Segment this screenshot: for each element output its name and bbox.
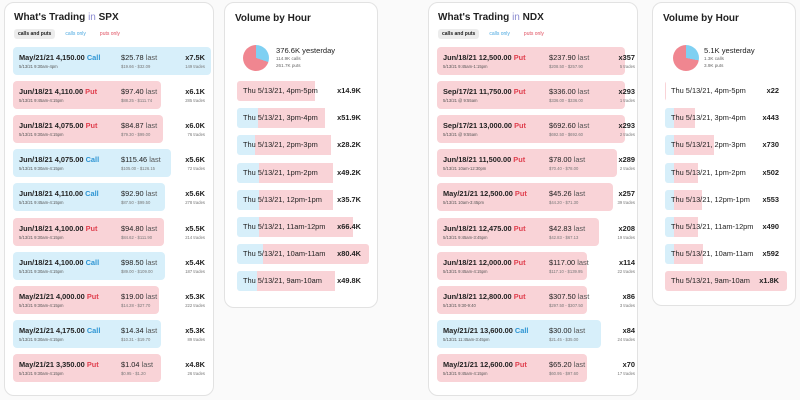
panel-title: What's Trading in SPX	[14, 12, 119, 23]
contract-name	[19, 189, 99, 198]
last-price	[121, 53, 157, 62]
contract-type: Put	[513, 223, 526, 233]
price-range: $88.25 - $111.74	[121, 98, 153, 104]
trade-time-window: 5/13/21 9:45am-4:15pm	[443, 370, 488, 376]
last-price-value: $1.04	[121, 359, 140, 369]
filter-calls-only[interactable]: calls only	[489, 31, 510, 37]
trade-size: x86	[622, 291, 635, 301]
last-price-value: $98.50	[121, 257, 144, 267]
trade-size: x5.5K	[185, 223, 205, 233]
contract-expiry-strike: Jun/18/21 12,800.00	[443, 291, 512, 301]
filter-calls-only[interactable]: calls only	[65, 31, 86, 37]
price-range: $208.50 - $257.90	[549, 64, 583, 69]
contract-name	[443, 292, 526, 301]
volume-puts: 3.9K puts	[704, 63, 724, 68]
trade-time-window: 5/13/21 9:30-9:40	[443, 302, 476, 308]
hour-volume: x1.8K	[759, 276, 779, 286]
last-price	[549, 87, 589, 96]
contract-name	[443, 155, 525, 164]
trade-row[interactable]	[13, 320, 205, 348]
contract-expiry-strike: May/21/21 4,175.00	[19, 325, 85, 335]
contract-type: Put	[513, 257, 526, 267]
contract-type: Put	[86, 291, 99, 301]
last-price-value: $42.83	[549, 223, 572, 233]
hour-volume: x443	[762, 113, 779, 123]
last-price-word: last	[577, 87, 590, 97]
hour-label: Thu 5/13/21, 9am-10am	[671, 276, 750, 286]
hour-label: Thu 5/13/21, 2pm-3pm	[671, 140, 746, 150]
trade-size: x5.3K	[185, 291, 205, 301]
last-price-value: $117.00	[549, 257, 576, 267]
contract-name	[19, 258, 99, 267]
last-price-value: $78.00	[549, 155, 572, 165]
filter-puts-only[interactable]: puts only	[99, 31, 120, 37]
volume-hour-row[interactable]	[237, 217, 369, 237]
last-price-value: $115.46	[121, 155, 148, 165]
price-range: $297.50 - $307.50	[549, 302, 583, 308]
trade-row[interactable]	[437, 218, 635, 246]
contract-name	[19, 360, 99, 369]
trade-size: x6.0K	[185, 121, 205, 131]
volume-hour-row[interactable]	[237, 244, 369, 264]
contract-name	[19, 53, 100, 62]
trade-row[interactable]	[437, 252, 635, 280]
volume-hour-row[interactable]	[665, 81, 787, 101]
contract-name	[19, 224, 97, 233]
trade-row[interactable]	[437, 286, 635, 314]
trade-size: x6.1K	[185, 87, 205, 97]
last-price	[549, 53, 589, 62]
hour-label: Thu 5/13/21, 4pm-5pm	[671, 86, 746, 95]
trade-count: 1 trades	[619, 98, 635, 104]
whats-trading-panel-ndx	[428, 2, 638, 396]
last-price-value: $94.80	[121, 223, 144, 233]
last-price	[121, 87, 157, 96]
hour-volume: x553	[762, 194, 779, 204]
contract-expiry-strike: May/21/21 12,600.00	[443, 359, 513, 369]
price-range: $117.10 - $139.95	[549, 268, 583, 274]
price-range: $105.00 - $126.15	[121, 166, 155, 172]
contract-type: Put	[85, 223, 98, 233]
contract-expiry-strike: Jun/18/21 4,110.00	[19, 189, 84, 199]
trade-size: x5.6K	[185, 155, 205, 165]
trade-count: 5 trades	[619, 64, 635, 69]
last-price-value: $30.00	[549, 325, 572, 335]
last-price-value: $336.00	[549, 87, 576, 97]
volume-hour-row[interactable]	[665, 190, 787, 210]
trade-time-window: 5/13/21 @ 9:55am	[443, 98, 478, 104]
volume-total: 5.1K yesterday	[704, 46, 755, 55]
last-price	[121, 224, 157, 233]
trade-row[interactable]	[13, 47, 211, 75]
last-price	[549, 258, 589, 267]
contract-type: Call	[514, 325, 529, 335]
hour-volume: x51.9K	[337, 113, 361, 123]
hour-volume: x592	[762, 249, 779, 259]
contract-type: Put	[85, 87, 98, 97]
trade-time-window: 5/13/21 9:30am-4:15pm	[19, 234, 64, 240]
trade-count: 39 trades	[617, 200, 635, 206]
last-price-word: last	[145, 121, 158, 131]
last-price-value: $307.50	[549, 291, 576, 301]
volume-hour-row[interactable]	[665, 135, 787, 155]
trade-row[interactable]	[13, 149, 205, 177]
last-price-word: last	[145, 223, 158, 233]
trade-size: x7.5K	[185, 53, 205, 62]
contract-name	[19, 121, 97, 130]
calls-puts-pie-chart	[673, 45, 699, 71]
trade-size: x70	[622, 359, 635, 369]
trade-time-window: 5/13/21 10am-12:30pm	[443, 166, 487, 172]
volume-hour-row[interactable]	[237, 190, 369, 210]
volume-calls: 1.3K calls	[704, 56, 724, 61]
price-range: $10.31 - $19.70	[121, 336, 151, 342]
contract-name	[443, 258, 526, 267]
contract-type: Put	[513, 155, 526, 165]
trade-time-window: 5/13/21 9:30am-4:15pm	[19, 166, 64, 172]
hour-volume: x490	[762, 222, 779, 231]
hour-volume: x14.9K	[337, 86, 361, 95]
contract-expiry-strike: May/21/21 4,000.00	[19, 291, 85, 301]
filter-calls-and-puts[interactable]: calls and puts	[14, 29, 55, 39]
filter-tabs	[14, 29, 124, 39]
trade-count: 187 trades	[185, 268, 205, 274]
volume-by-hour-card-ndx	[652, 2, 796, 306]
trade-time-window: 5/13/21 9:45am-1:15pm	[443, 64, 488, 69]
hour-volume: x22	[766, 86, 779, 95]
contract-name	[19, 87, 97, 96]
volume-hour-row[interactable]	[237, 271, 369, 291]
price-range: $79.30 - $99.00	[121, 132, 151, 138]
contract-expiry-strike: May/21/21 12,500.00	[443, 189, 513, 199]
last-price	[549, 121, 589, 130]
trade-size: x293	[618, 87, 635, 97]
contract-name	[19, 155, 99, 164]
volume-hour-row[interactable]	[665, 244, 787, 264]
contract-type: Call	[86, 53, 101, 62]
last-price-word: last	[145, 291, 158, 301]
volume-calls: 114.9K calls	[276, 56, 301, 61]
contract-type: Call	[85, 155, 100, 165]
volume-total: 376.6K yesterday	[276, 46, 336, 55]
contract-type: Put	[513, 53, 526, 62]
last-price-word: last	[149, 155, 161, 165]
trade-count: 76 trades	[187, 132, 205, 138]
volume-puts: 261.7K puts	[276, 63, 301, 68]
contract-expiry-strike: Jun/18/21 12,000.00	[443, 257, 512, 267]
trade-time-window: 5/13/21 9:30am-4pm	[19, 64, 58, 69]
last-price-value: $237.90	[549, 53, 576, 62]
trade-row[interactable]	[437, 115, 635, 143]
price-range: $21.45 - $35.00	[549, 336, 579, 342]
price-range: $87.50 - $99.50	[121, 200, 151, 206]
trade-count: 3 trades	[619, 302, 635, 308]
trade-row[interactable]	[437, 81, 635, 109]
trade-count: 149 trades	[185, 64, 205, 69]
trade-row[interactable]	[437, 320, 635, 348]
contract-expiry-strike: Jun/18/21 12,475.00	[443, 223, 512, 233]
volume-hour-row[interactable]	[665, 217, 787, 237]
contract-type: Put	[514, 189, 527, 199]
trade-row[interactable]	[437, 354, 635, 382]
last-price	[549, 292, 589, 301]
contract-name	[19, 292, 99, 301]
price-range: $89.00 - $109.00	[121, 268, 153, 274]
last-price	[549, 155, 585, 164]
contract-name	[443, 87, 526, 96]
filter-tabs	[438, 29, 548, 39]
hour-label: Thu 5/13/21, 9am-10am	[243, 276, 322, 286]
last-price	[121, 155, 161, 164]
contract-type: Put	[85, 121, 98, 131]
hour-label: Thu 5/13/21, 4pm-5pm	[243, 86, 318, 95]
trade-size: x84	[622, 325, 635, 335]
contract-type: Put	[513, 291, 526, 301]
last-price	[121, 189, 157, 198]
hour-label: Thu 5/13/21, 12pm-1pm	[243, 194, 322, 204]
hour-label: Thu 5/13/21, 10am-11am	[671, 249, 754, 259]
trade-size: x5.4K	[185, 257, 205, 267]
price-range: $42.83 - $67.13	[549, 234, 579, 240]
trade-count: 2 trades	[619, 132, 635, 138]
hour-label: Thu 5/13/21, 3pm-4pm	[243, 113, 318, 123]
price-range: $84.62 - $111.90	[121, 234, 153, 240]
last-price-value: $65.20	[549, 359, 572, 369]
last-price	[549, 189, 585, 198]
trade-count: 222 trades	[185, 302, 205, 308]
contract-type: Put	[86, 359, 99, 369]
filter-puts-only[interactable]: puts only	[523, 31, 544, 37]
contract-expiry-strike: Sep/17/21 11,750.00	[443, 87, 512, 97]
trade-time-window: 5/13/21 9:30am-4:15pm	[19, 302, 64, 308]
volume-title: Volume by Hour	[663, 13, 739, 24]
last-price-word: last	[145, 189, 158, 199]
volume-hour-row[interactable]	[237, 135, 369, 155]
price-range: $19.66 - $32.09	[121, 64, 151, 69]
last-price-value: $19.00	[121, 291, 144, 301]
trade-time-window: 5/13/21 @ 9:55am	[443, 132, 478, 138]
last-price-value: $692.60	[549, 121, 576, 131]
trade-time-window: 5/13/21 10am-3:45pm	[443, 200, 484, 206]
trade-row[interactable]	[13, 218, 205, 246]
volume-by-hour-card-spx	[224, 2, 378, 308]
trade-row[interactable]	[13, 252, 205, 280]
trade-count: 22 trades	[617, 268, 635, 274]
last-price-value: $84.87	[121, 121, 144, 131]
hour-label: Thu 5/13/21, 1pm-2pm	[243, 167, 318, 177]
trade-size: x5.6K	[185, 189, 205, 199]
last-price-word: last	[577, 291, 590, 301]
hour-label: Thu 5/13/21, 2pm-3pm	[243, 140, 318, 150]
whats-trading-panel-spx	[4, 2, 214, 396]
contract-expiry-strike: Jun/18/21 4,075.00	[19, 121, 84, 131]
price-range: $14.28 - $27.70	[121, 302, 151, 308]
trade-count: 17 trades	[617, 370, 635, 376]
trade-row[interactable]	[437, 149, 635, 177]
contract-expiry-strike: Jun/18/21 12,500.00	[443, 53, 512, 62]
contract-type: Put	[514, 359, 527, 369]
trade-time-window: 5/13/21 9:45am-4:15pm	[19, 98, 64, 104]
trade-time-window: 5/13/21 9:30am-4:15pm	[19, 370, 64, 376]
contract-type: Put	[513, 87, 526, 97]
trade-count: 24 trades	[617, 336, 635, 342]
last-price-value: $92.90	[121, 189, 144, 199]
hour-label: Thu 5/13/21, 1pm-2pm	[671, 167, 746, 177]
trade-size: x208	[618, 223, 635, 233]
trade-time-window: 5/13/21 11:45am-3:45pm	[443, 336, 490, 342]
last-price-word: last	[145, 53, 158, 62]
contract-expiry-strike: May/21/21 13,600.00	[443, 325, 513, 335]
trade-size: x289	[618, 155, 635, 165]
contract-expiry-strike: Jun/18/21 11,500.00	[443, 155, 512, 165]
trade-row[interactable]	[437, 47, 635, 75]
price-range: $336.00 - $336.00	[549, 98, 583, 104]
hour-label: Thu 5/13/21, 11am-12pm	[243, 222, 326, 231]
trade-count: 72 trades	[187, 166, 205, 172]
last-price-word: last	[577, 53, 590, 62]
hour-volume: x28.2K	[337, 140, 361, 150]
last-price	[121, 121, 157, 130]
trade-size: x114	[618, 257, 635, 267]
trade-size: x5.3K	[185, 325, 205, 335]
puts-volume-bar	[665, 81, 666, 101]
trade-size: x257	[618, 189, 635, 199]
contract-name	[443, 189, 527, 198]
contract-name	[443, 360, 527, 369]
trade-row[interactable]	[13, 286, 205, 314]
trade-time-window: 5/13/21 9:45am-4:15pm	[19, 200, 64, 206]
last-price-value: $45.26	[549, 189, 572, 199]
last-price-word: last	[573, 223, 586, 233]
panel-title: What's Trading in NDX	[438, 12, 544, 23]
contract-expiry-strike: May/21/21 4,150.00	[19, 53, 85, 62]
price-range: $0.95 - $1.20	[121, 370, 146, 376]
filter-calls-and-puts[interactable]: calls and puts	[438, 29, 479, 39]
trade-time-window: 5/13/21 9:45am-3:45pm	[443, 234, 488, 240]
last-price-word: last	[577, 257, 589, 267]
hour-volume: x66.4K	[337, 222, 361, 231]
contract-type: Call	[85, 257, 100, 267]
last-price-word: last	[577, 121, 590, 131]
trade-row[interactable]	[13, 81, 205, 109]
last-price-word: last	[145, 257, 158, 267]
price-range: $60.95 - $97.60	[549, 370, 579, 376]
last-price	[549, 360, 585, 369]
volume-title: Volume by Hour	[235, 13, 311, 24]
trade-count: 2 trades	[619, 166, 635, 172]
price-range: $44.20 - $71.30	[549, 200, 579, 206]
contract-name	[443, 326, 528, 335]
last-price-word: last	[573, 325, 586, 335]
hour-volume: x502	[762, 167, 779, 177]
trade-count: 89 trades	[187, 336, 205, 342]
trade-size: x4.8K	[185, 359, 205, 369]
calls-puts-pie-chart	[243, 45, 269, 71]
hour-label: Thu 5/13/21, 12pm-1pm	[671, 194, 750, 204]
trade-row[interactable]	[437, 183, 635, 211]
hour-volume: x35.7K	[337, 194, 361, 204]
last-price	[121, 326, 157, 335]
hour-label: Thu 5/13/21, 11am-12pm	[671, 222, 754, 231]
trade-count: 278 trades	[185, 200, 205, 206]
contract-expiry-strike: Jun/18/21 4,075.00	[19, 155, 84, 165]
contract-expiry-strike: May/21/21 3,350.00	[19, 359, 85, 369]
hour-volume: x49.2K	[337, 167, 361, 177]
contract-expiry-strike: Jun/18/21 4,100.00	[19, 223, 84, 233]
hour-label: Thu 5/13/21, 10am-11am	[243, 249, 326, 259]
last-price-value: $14.34	[121, 325, 144, 335]
price-range: $70.40 - $78.00	[549, 166, 579, 172]
price-range: $692.50 - $692.60	[549, 132, 583, 138]
trade-time-window: 5/13/21 9:30am-4:15pm	[19, 268, 64, 274]
contract-name	[443, 224, 526, 233]
volume-hour-row[interactable]	[665, 108, 787, 128]
last-price-word: last	[573, 155, 586, 165]
last-price-word: last	[573, 189, 586, 199]
volume-hour-row[interactable]	[237, 108, 369, 128]
hour-volume: x80.4K	[337, 249, 361, 259]
trade-row[interactable]	[13, 115, 205, 143]
contract-expiry-strike: Jun/18/21 4,100.00	[19, 257, 84, 267]
volume-hour-row[interactable]	[237, 163, 369, 183]
hour-volume: x49.8K	[337, 276, 361, 286]
last-price-word: last	[145, 87, 158, 97]
last-price-word: last	[573, 359, 586, 369]
last-price	[121, 292, 157, 301]
trade-row[interactable]	[13, 183, 205, 211]
last-price	[549, 224, 585, 233]
last-price	[549, 326, 585, 335]
last-price-value: $97.40	[121, 87, 144, 97]
contract-name	[443, 121, 526, 130]
contract-type: Call	[86, 325, 101, 335]
trade-time-window: 5/13/21 9:45am-4:15pm	[443, 268, 488, 274]
contract-type: Call	[85, 189, 99, 199]
contract-expiry-strike: Sep/17/21 13,000.00	[443, 121, 513, 131]
trade-count: 26 trades	[187, 370, 205, 376]
trade-size: x293	[618, 121, 635, 131]
last-price-word: last	[145, 325, 158, 335]
trade-row[interactable]	[13, 354, 205, 382]
contract-expiry-strike: Jun/18/21 4,110.00	[19, 87, 84, 97]
hour-label: Thu 5/13/21, 3pm-4pm	[671, 113, 746, 123]
volume-hour-row[interactable]	[665, 163, 787, 183]
last-price-word: last	[141, 359, 154, 369]
last-price	[121, 360, 153, 369]
volume-hour-row[interactable]	[665, 271, 787, 291]
hour-volume: x730	[762, 140, 779, 150]
trade-time-window: 5/13/21 9:30am-4:15pm	[19, 132, 64, 138]
trade-count: 214 trades	[185, 234, 205, 240]
volume-hour-row[interactable]	[237, 81, 369, 101]
last-price	[121, 258, 157, 267]
contract-type: Put	[514, 121, 527, 131]
last-price-value: $25.78	[121, 53, 144, 62]
trade-count: 19 trades	[617, 234, 635, 240]
contract-name	[19, 326, 100, 335]
trade-time-window: 5/13/21 9:30am-4:15pm	[19, 336, 64, 342]
contract-name	[443, 53, 526, 62]
trade-count: 285 trades	[185, 98, 205, 104]
trade-size: x357	[618, 53, 635, 62]
